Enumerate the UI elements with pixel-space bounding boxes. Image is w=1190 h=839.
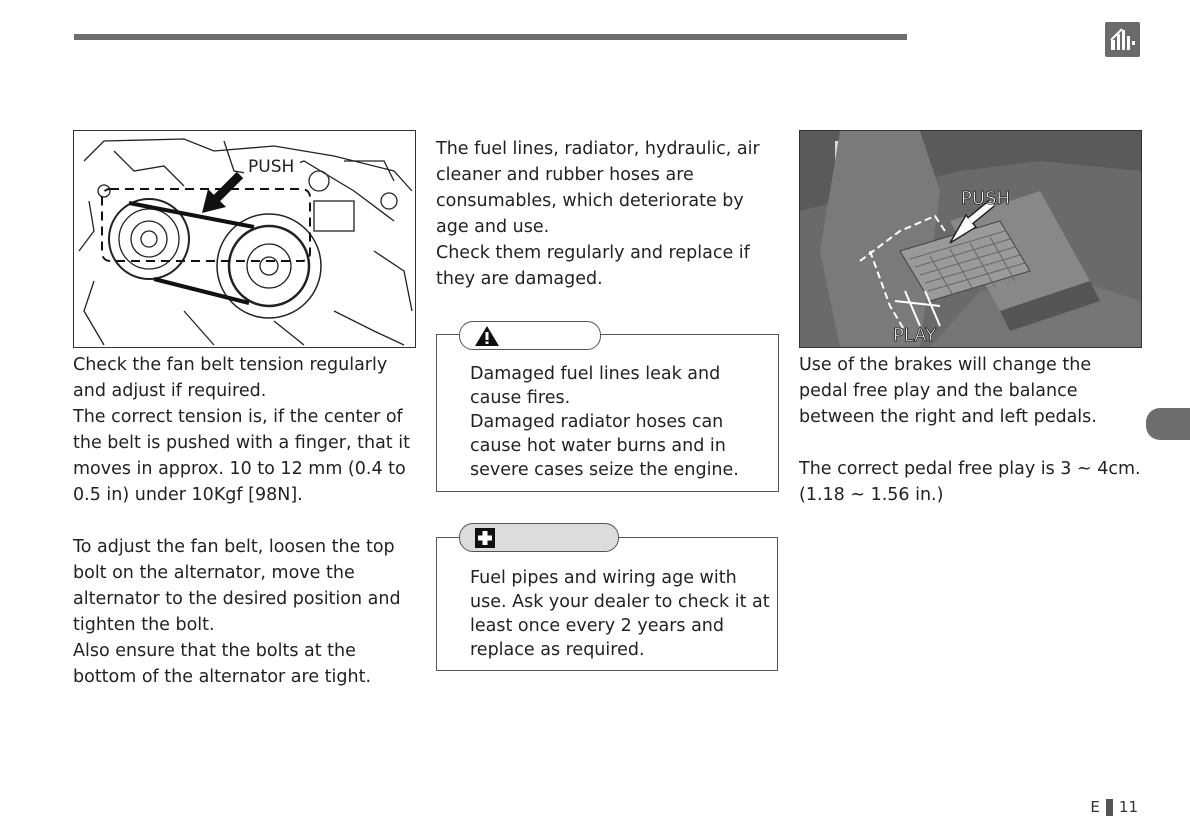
fan-belt-adjust-text [73,534,418,690]
page-number: 11 [1118,798,1138,816]
page-footer [1090,798,1138,816]
section-letter: E [1090,798,1100,816]
fan-belt-figure [73,130,416,348]
warning-tab [459,321,601,350]
warning-box [436,334,779,492]
footer-divider [1106,799,1113,816]
brake-play-text [799,352,1144,430]
info-cross-icon [474,527,496,553]
paragraph: Check them regularly and replace if they are damaged. [436,243,750,289]
paragraph: Use of the brakes will change the pedal free play and the balance between the right and left pedals. [799,355,1097,427]
paragraph: Check the fan belt tension regularly and adjust if required. [73,355,388,401]
hoses-intro-text [436,136,781,292]
tractor-logo-icon [1105,22,1140,57]
info-box [436,537,778,671]
paragraph: The fuel lines, radiator, hydraulic, air cleaner and rubber hoses are consumables, which deteriorate by age and use. [436,139,760,237]
paragraph: Also ensure that the bolts at the bottom of the alternator are tight. [73,641,372,687]
warning-line: Damaged radiator hoses can cause hot water burns and in severe cases seize the engine. [470,412,739,480]
header-rule [74,34,907,40]
pedal-play-label: PLAY [893,325,937,346]
warning-icon [474,325,500,351]
paragraph: The correct pedal free play is 3 ~ 4cm. (1.18 ~ 1.56 in.) [799,459,1141,505]
info-line: Fuel pipes and wiring age with use. Ask your dealer to check it at least once every 2 years and replace as required. [470,568,770,660]
brake-pedal-figure [799,130,1142,348]
engine-push-label: PUSH [248,157,295,177]
pedal-push-label: PUSH [961,188,1010,209]
warning-line: Damaged fuel lines leak and cause fires. [470,364,721,408]
pedal-free-play-spec [799,456,1144,508]
info-tab [459,523,619,552]
paragraph: The correct tension is, if the center of the belt is pushed with a finger, that it moves in approx. 10 to 12 mm (0.4 to 0.5 in) under 10Kgf [98N]. [73,407,410,505]
fan-belt-check-text [73,352,418,508]
paragraph: To adjust the fan belt, loosen the top bolt on the alternator, move the alternator to the desired position and tighten the bolt. [73,537,401,635]
section-thumb-tab [1146,408,1190,440]
